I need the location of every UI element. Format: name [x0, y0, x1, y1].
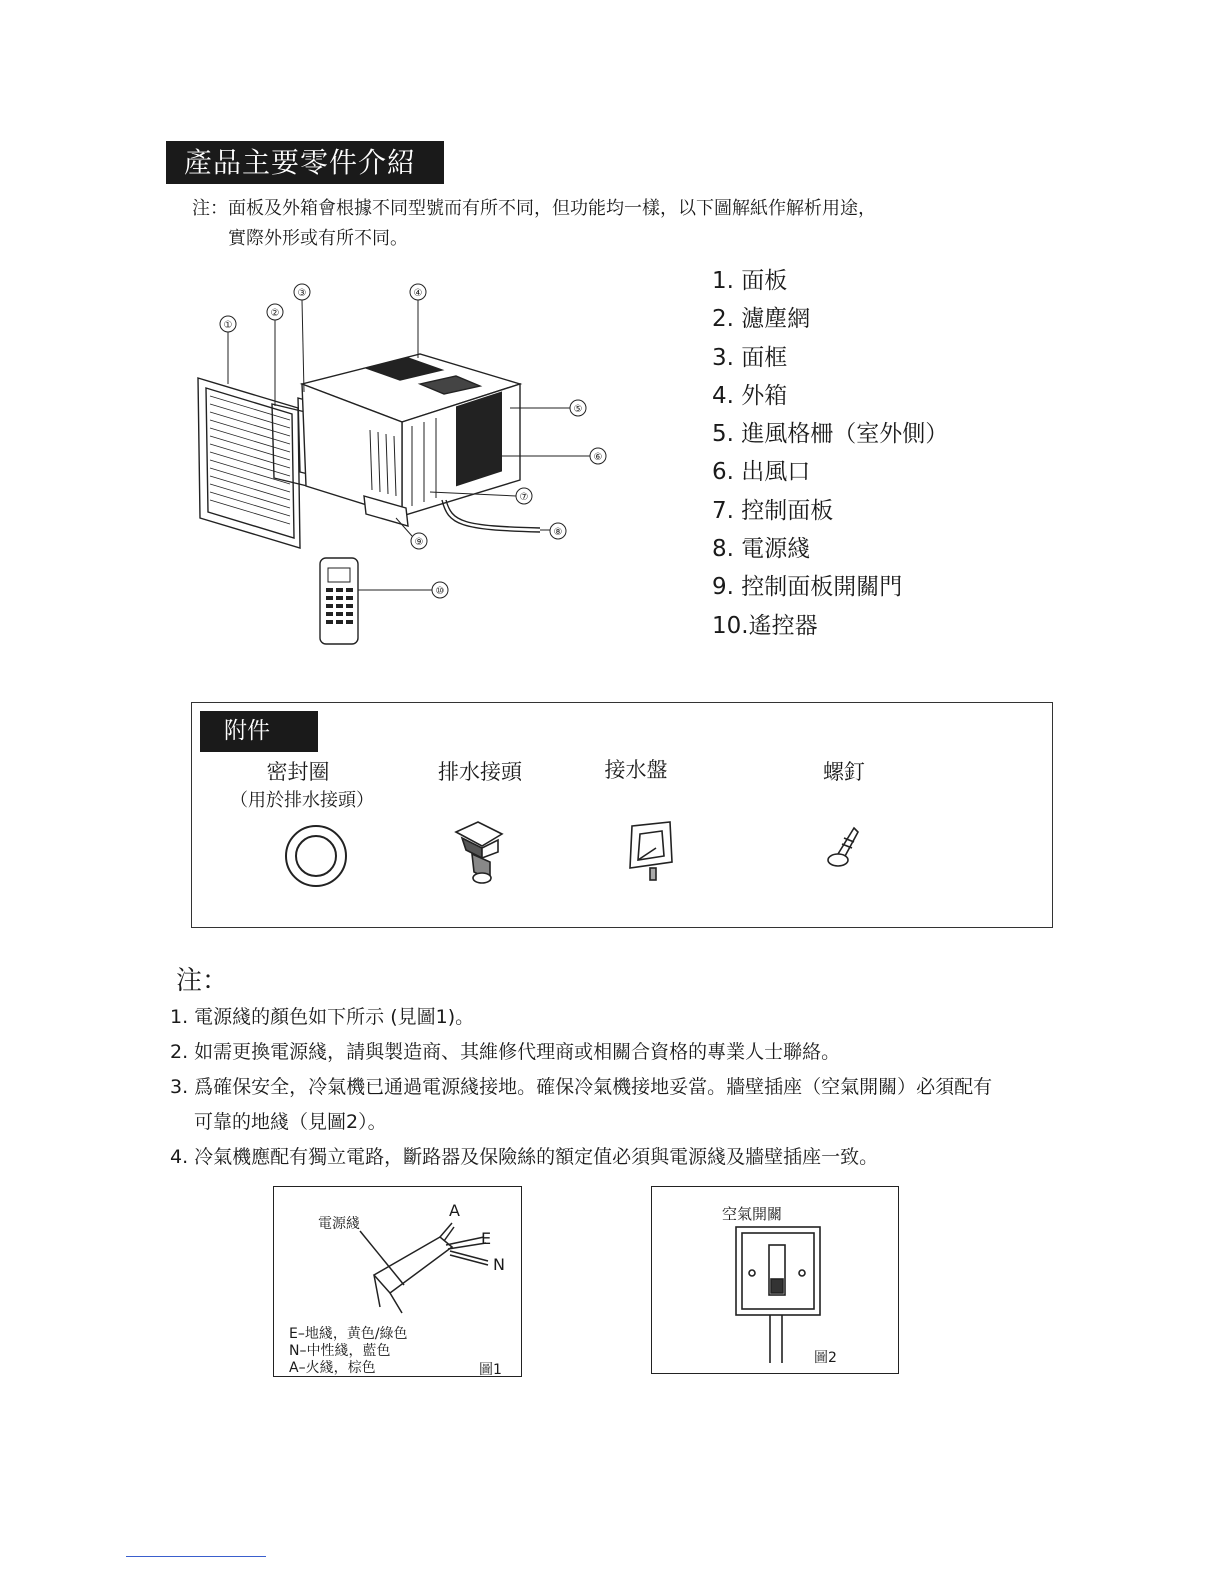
part-item: 10.遙控器	[712, 612, 818, 639]
callout-4: ④	[413, 288, 423, 299]
wire-e-label: E	[481, 1229, 492, 1248]
legend-neutral: N–中性綫，藍色	[289, 1343, 391, 1359]
accessory-seal-label: 密封圈	[266, 760, 330, 784]
figure-1-caption: 圖1	[479, 1362, 502, 1378]
wire-a-label: A	[449, 1201, 460, 1220]
exploded-diagram	[180, 280, 640, 660]
part-item: 3. 面框	[712, 344, 788, 371]
cable-label: 電源綫	[318, 1216, 360, 1232]
drain-joint-icon	[448, 818, 512, 888]
callout-6: ⑥	[593, 452, 603, 463]
remote-control-icon	[320, 558, 358, 644]
callout-9: ⑨	[414, 537, 424, 548]
callout-10: ⑩	[435, 586, 445, 597]
footer-rule	[126, 1556, 266, 1557]
accessory-screw-label: 螺釘	[823, 760, 865, 784]
callout-7: ⑦	[519, 492, 529, 503]
notes-heading: 注：	[176, 966, 229, 996]
top-note-line1: 注：面板及外箱會根據不同型號而有所不同，但功能均一樣，以下圖解紙作解析用途，	[192, 198, 876, 219]
air-switch-label: 空氣開關	[722, 1205, 783, 1223]
figure-1-power-cord	[273, 1186, 522, 1377]
accessories-box	[191, 702, 1053, 928]
note-item: 2. 如需更換電源綫，請與製造商、其維修代理商或相關合資格的專業人士聯絡。	[170, 1041, 841, 1063]
drain-pan-icon	[622, 818, 678, 886]
callout-3: ③	[297, 288, 307, 299]
figure-2-air-switch	[651, 1186, 899, 1374]
accessory-drain-joint-label: 排水接頭	[438, 760, 522, 784]
parts-list	[712, 262, 948, 645]
accessory-drain-pan-label: 接水盤	[604, 758, 668, 782]
accessories-title: 附件	[200, 711, 318, 752]
legend-live: A–火綫，棕色	[289, 1360, 376, 1376]
note-item: 1. 電源綫的顏色如下所示 (見圖1)。	[170, 1006, 475, 1028]
seal-ring-icon	[282, 822, 350, 890]
part-item: 7. 控制面板	[712, 497, 834, 524]
figure-2-caption: 圖2	[814, 1350, 837, 1366]
part-item: 1. 面板	[712, 268, 788, 294]
part-item: 4. 外箱	[712, 382, 788, 409]
top-note	[192, 194, 876, 254]
accessory-seal-sub: （用於排水接頭）	[230, 790, 374, 811]
part-item: 9. 控制面板開關門	[712, 574, 903, 601]
part-item: 6. 出風口	[712, 459, 811, 486]
part-item: 8. 電源綫	[712, 536, 811, 563]
part-item: 5. 進風格柵（室外側）	[712, 421, 949, 448]
section-title: 產品主要零件介紹	[166, 141, 444, 184]
callout-2: ②	[270, 308, 280, 319]
callout-5: ⑤	[573, 404, 583, 415]
part-item: 2. 濾塵網	[712, 306, 811, 333]
note-item: 4. 冷氣機應配有獨立電路，斷路器及保險絲的額定值必須與電源綫及牆壁插座一致。	[170, 1146, 879, 1168]
screw-icon	[824, 824, 864, 874]
wire-n-label: N	[493, 1255, 505, 1274]
callout-8: ⑧	[553, 527, 563, 538]
top-note-line2: 實際外形或有所不同。	[228, 228, 408, 249]
legend-earth: E–地綫，黄色/綠色	[289, 1326, 408, 1342]
note-item: 3. 爲確保安全，冷氣機已通過電源綫接地。確保冷氣機接地妥當。牆壁插座（空氣開關）必須配有	[170, 1076, 993, 1098]
notes-list	[170, 1000, 1060, 1175]
callout-1: ①	[223, 320, 233, 331]
note-item-continued: 可靠的地綫（見圖2）。	[194, 1111, 387, 1133]
